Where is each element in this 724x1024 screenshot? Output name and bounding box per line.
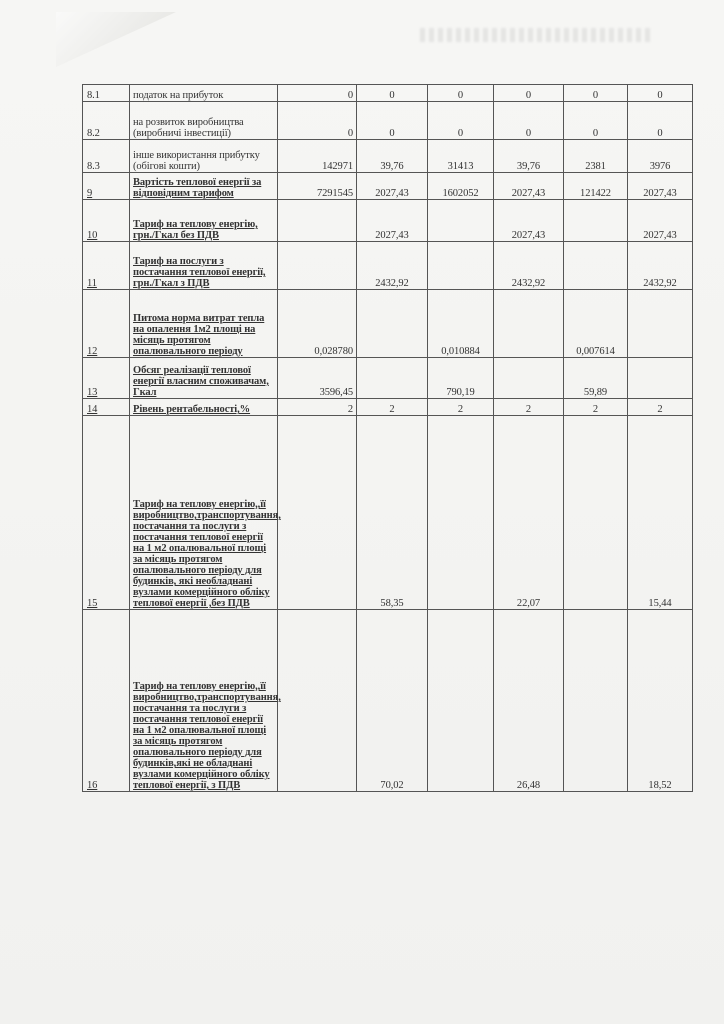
cell-value: 2432,92 (628, 242, 693, 290)
cell-value: 15,44 (628, 416, 693, 610)
cell-value: 7291545 (278, 173, 357, 200)
cell-value: 0 (564, 102, 628, 140)
cell-value: 2 (494, 399, 564, 416)
cell-value: 58,35 (357, 416, 428, 610)
cell-value: 0 (357, 102, 428, 140)
cell-value: 2027,43 (494, 173, 564, 200)
row-label: Тариф на теплову енергію,,її виробництво,транспортування, постачання та послуги з постачання теплової енергії на 1 м2 опалювальної площі за місяць протягом опалювального періоду для будинків, які необладнані вузлами комерційного обліку теплової енергії ,без ПДВ (130, 416, 278, 610)
cell-value: 2027,43 (628, 173, 693, 200)
row-index: 12 (83, 290, 130, 358)
cell-value (357, 358, 428, 399)
cell-value: 2027,43 (494, 200, 564, 242)
cell-value: 3976 (628, 140, 693, 173)
row-label: на розвиток виробництва (виробничі інвестиції) (130, 102, 278, 140)
table-row (83, 102, 693, 140)
cell-value: 2432,92 (357, 242, 428, 290)
cell-value (428, 416, 494, 610)
cell-value (278, 416, 357, 610)
row-label: Обсяг реалізації теплової енергії власним споживачам, Гкал (130, 358, 278, 399)
cell-value: 790,19 (428, 358, 494, 399)
row-label: Рівень рентабельності,% (130, 399, 278, 416)
cell-value: 0,028780 (278, 290, 357, 358)
cell-value: 2 (628, 399, 693, 416)
cell-value: 2 (564, 399, 628, 416)
cell-value: 39,76 (494, 140, 564, 173)
cell-value: 59,89 (564, 358, 628, 399)
table-row (83, 140, 693, 173)
table-row (83, 399, 693, 416)
cell-value (428, 610, 494, 792)
cell-value: 0,007614 (564, 290, 628, 358)
row-label: Тариф на послуги з постачання теплової енергії, грн./Гкал з ПДВ (130, 242, 278, 290)
row-index: 15 (83, 416, 130, 610)
cell-value: 0 (357, 85, 428, 102)
cell-value: 0 (628, 102, 693, 140)
cell-value: 22,07 (494, 416, 564, 610)
cell-value (564, 610, 628, 792)
tariff-table (82, 84, 693, 792)
cell-value: 2 (278, 399, 357, 416)
cell-value (428, 200, 494, 242)
cell-value: 2 (428, 399, 494, 416)
row-index: 8.1 (83, 85, 130, 102)
cell-value: 18,52 (628, 610, 693, 792)
row-label: Питома норма витрат тепла на опалення 1м2 площі на місяць протягом опалювального періоду (130, 290, 278, 358)
cell-value: 2 (357, 399, 428, 416)
cell-value (494, 290, 564, 358)
cell-value: 39,76 (357, 140, 428, 173)
cell-value: 2027,43 (357, 173, 428, 200)
row-label: інше використання прибутку (обігові кошти) (130, 140, 278, 173)
row-index: 11 (83, 242, 130, 290)
cell-value: 142971 (278, 140, 357, 173)
cell-value: 0 (494, 85, 564, 102)
row-label: Тариф на теплову енергію, грн./Гкал без ПДВ (130, 200, 278, 242)
table-row (83, 290, 693, 358)
cell-value: 121422 (564, 173, 628, 200)
row-index: 16 (83, 610, 130, 792)
table-row (83, 610, 693, 792)
page-fold-shadow (56, 12, 176, 67)
cell-value: 1602052 (428, 173, 494, 200)
row-index: 8.2 (83, 102, 130, 140)
cell-value (564, 242, 628, 290)
cell-value: 2027,43 (628, 200, 693, 242)
row-index: 8.3 (83, 140, 130, 173)
row-index: 10 (83, 200, 130, 242)
row-label: податок на прибуток (130, 85, 278, 102)
cell-value: 70,02 (357, 610, 428, 792)
table-row (83, 358, 693, 399)
cell-value: 0 (428, 102, 494, 140)
cell-value (278, 200, 357, 242)
cell-value (494, 358, 564, 399)
cell-value: 2432,92 (494, 242, 564, 290)
cell-value (628, 358, 693, 399)
cell-value: 0 (278, 102, 357, 140)
cell-value (278, 610, 357, 792)
cell-value: 2027,43 (357, 200, 428, 242)
cell-value: 31413 (428, 140, 494, 173)
cell-value (278, 242, 357, 290)
cell-value (357, 290, 428, 358)
cell-value (564, 200, 628, 242)
row-index: 13 (83, 358, 130, 399)
row-label: Тариф на теплову енергію,,її виробництво,транспортування, постачання та послуги з постачання теплової енергії на 1 м2 опалювальної площі за місяць протягом опалювального періоду для будинків,які не обладнані вузлами комерційного обліку теплової енергії, з ПДВ (130, 610, 278, 792)
table-row (83, 200, 693, 242)
cell-value (628, 290, 693, 358)
row-index: 9 (83, 173, 130, 200)
cell-value (428, 242, 494, 290)
cell-value (564, 416, 628, 610)
cell-value: 0 (494, 102, 564, 140)
cell-value: 0 (428, 85, 494, 102)
cell-value: 0 (628, 85, 693, 102)
cell-value: 0,010884 (428, 290, 494, 358)
table-row (83, 242, 693, 290)
row-index: 14 (83, 399, 130, 416)
cell-value: 0 (564, 85, 628, 102)
table-row (83, 173, 693, 200)
table-row (83, 416, 693, 610)
cell-value: 0 (278, 85, 357, 102)
cell-value: 3596,45 (278, 358, 357, 399)
cell-value: 2381 (564, 140, 628, 173)
row-label: Вартість теплової енергії за відповідним тарифом (130, 173, 278, 200)
cell-value: 26,48 (494, 610, 564, 792)
scan-noise (420, 28, 650, 42)
table-row (83, 85, 693, 102)
